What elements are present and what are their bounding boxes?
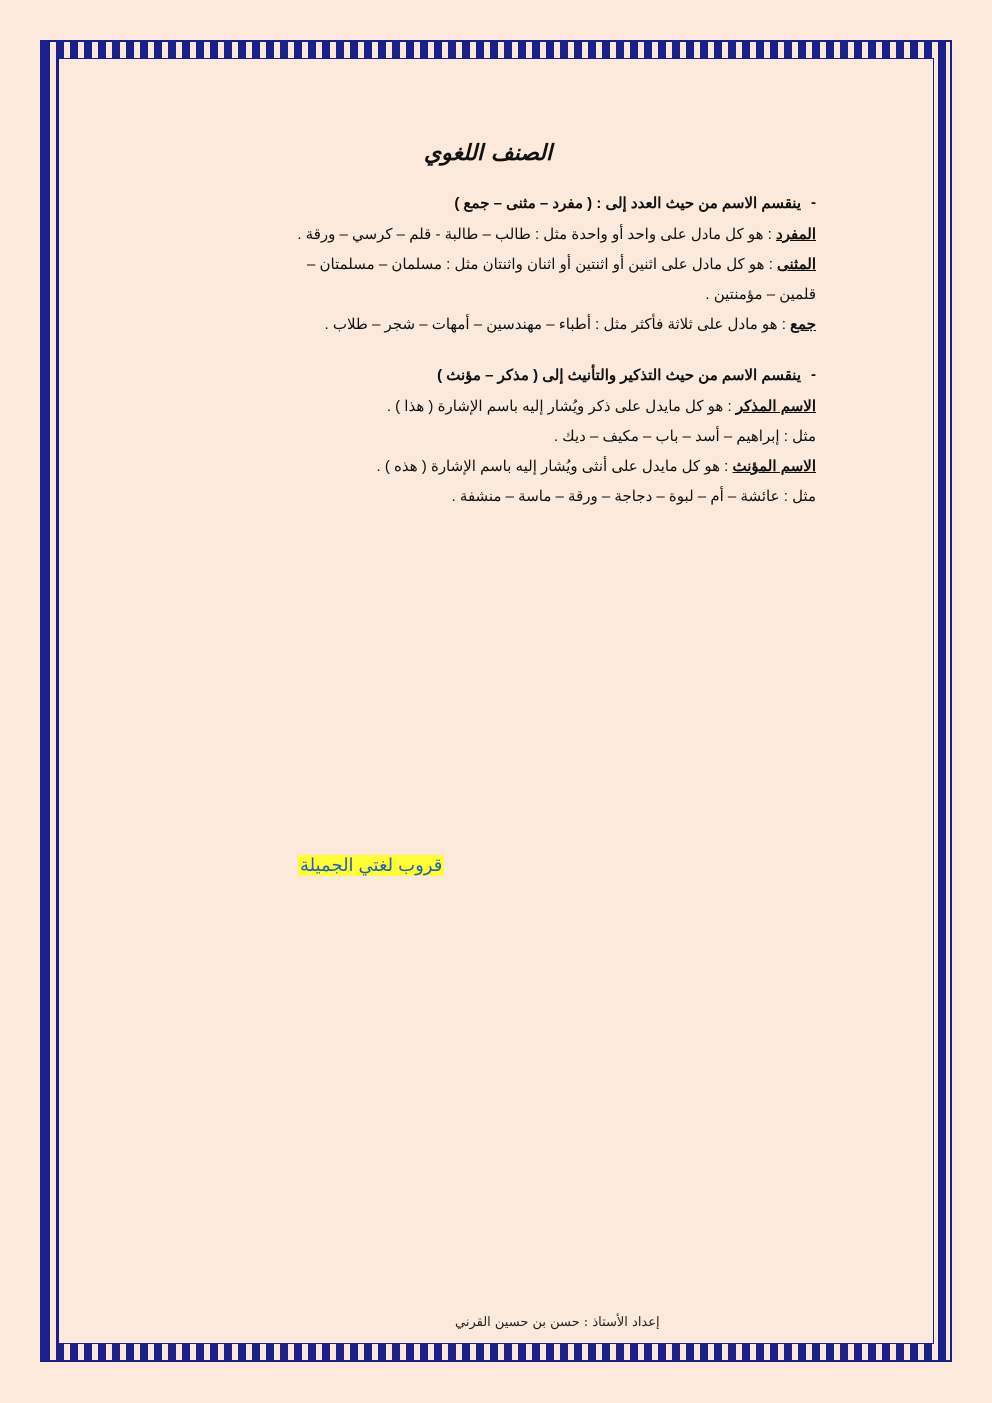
group-tagline: قروب لغتي الجميلة — [300, 855, 443, 875]
author-footer: إعداد الأستاذ : حسن بن حسين القرني — [455, 1315, 660, 1330]
page-title: الصنف اللغوي — [423, 140, 553, 166]
section-number-heading-text: ينقسم الاسم من حيث العدد إلى : ( مفرد – مثنى – جمع ) — [454, 195, 801, 212]
definition-plural: جمع : هو مادل على ثلاثة فأكثر مثل : أطباء – مهندسين – أمهات – شجر – طلاب . — [324, 316, 816, 333]
document-content — [160, 140, 816, 512]
definition-singular: المفرد : هو كل مادل على واحد أو واحدة مثل : طالب – طالبة - قلم – كرسي – ورقة . — [297, 226, 816, 243]
section-gender-heading-text: ينقسم الاسم من حيث التذكير والتأنيث إلى ( مذكر – مؤنث ) — [437, 367, 801, 384]
examples-feminine: مثل : عائشة – أم – لبوة – دجاجة – ورقة – ماسة – منشفة . — [451, 488, 816, 505]
bullet: - — [811, 194, 816, 211]
definition-feminine: الاسم المؤنث : هو كل مايدل على أنثى ويُشار إليه باسم الإشارة ( هذه ) . — [376, 458, 816, 475]
definition-masculine: الاسم المذكر : هو كل مايدل على ذكر ويُشار إليه باسم الإشارة ( هذا ) . — [386, 398, 816, 415]
definition-dual: المثنى : هو كل مادل على اثنين أو اثنتين أو اثنان واثنتان مثل : مسلمان – مسلمتان – — [307, 256, 816, 273]
examples-masculine: مثل : إبراهيم – أسد – باب – مكيف – ديك . — [553, 428, 816, 445]
definition-dual-continued: قلمين – مؤمنتين . — [705, 286, 816, 303]
section-gender-heading — [160, 366, 816, 384]
section-number-heading — [160, 194, 816, 212]
bullet: - — [811, 366, 816, 383]
